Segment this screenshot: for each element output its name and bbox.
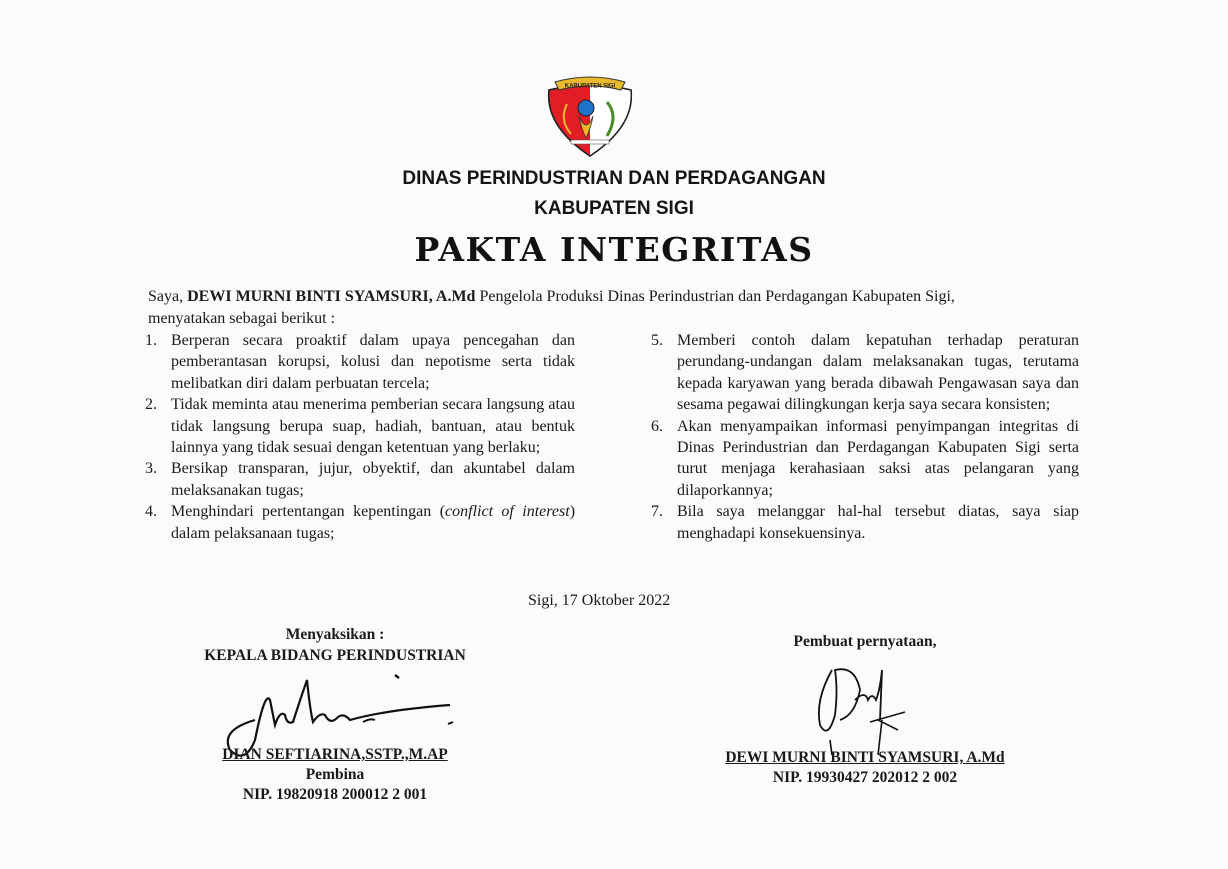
- document-title: PAKTA INTEGRITAS: [414, 230, 814, 269]
- item-number: 7.: [651, 503, 663, 521]
- statement-item: [145, 394, 575, 458]
- witness-rank: Pembina: [305, 766, 365, 783]
- item-number: 5.: [651, 332, 663, 349]
- item-text: Bersikap transparan, jujur, obyektif, dan akuntabel dalam melaksanakan tugas;: [171, 460, 575, 499]
- intro-paragraph: [148, 286, 1108, 330]
- item-number: 4.: [145, 503, 157, 521]
- item-number: 2.: [145, 396, 157, 414]
- statement-list-left: [145, 330, 575, 544]
- statement-list-right: [651, 330, 1079, 544]
- item-text-b: ) dalam pelaksanaan tugas;: [171, 503, 576, 542]
- item-text-a: Menghindari pertentangan kepentingan (: [171, 503, 446, 521]
- regency-name: KABUPATEN SIGI: [534, 198, 694, 219]
- statement-item: [145, 330, 575, 394]
- intro-line2: menyatakan sebagai berikut :: [148, 310, 336, 327]
- statement-item: [145, 501, 575, 544]
- declarant-nip: NIP. 19930427 202012 2 002: [772, 769, 958, 786]
- kabupaten-sigi-emblem-logo: [541, 76, 639, 158]
- statement-item: [145, 458, 575, 501]
- witness-label: Menyaksikan :: [285, 626, 385, 643]
- intro-suffix: Pengelola Produksi Dinas Perindustrian dan Perdagangan Kabupaten Sigi,: [475, 288, 955, 305]
- item-text-italic: conflict of interest: [445, 503, 570, 521]
- item-text: Tidak meminta atau menerima pemberian secara langsung atau tidak langsung berupa suap, hadiah, bantuan, atau bentuk lainnya yang tidak sesuai dengan ketentuan yang berlaku;: [171, 396, 575, 457]
- item-text: Memberi contoh dalam kepatuhan terhadap peraturan perundang-undangan dalam melaksanakan tugas, terutama kepada karyawan yang berada dibawah Pengawasan saya dan sesama pegawai dilingkungan kerja saya secara konsisten;: [677, 332, 1079, 414]
- item-text: [171, 501, 575, 544]
- declarant-signature: [810, 660, 920, 755]
- declarant-label: Pembuat pernyataan,: [793, 633, 937, 650]
- witness-name: DIAN SEFTIARINA,SSTP.,M.AP: [222, 746, 448, 763]
- place-date: Sigi, 17 Oktober 2022: [528, 592, 671, 609]
- item-text: Akan menyampaikan informasi penyimpangan integritas di Dinas Perindustrian dan Perdagangan Kabupaten Sigi serta turut menjaga kerahasiaan saksi atas pelangaran yang dilaporkannya;: [677, 417, 1079, 499]
- witness-position: KEPALA BIDANG PERINDUSTRIAN: [204, 647, 466, 664]
- statement-item: [651, 330, 1079, 416]
- item-text: Berperan secara proaktif dalam upaya pencegahan dan pemberantasan korupsi, kolusi dan nepotisme serta tidak melibatkan diri dalam perbuatan tercela;: [171, 332, 575, 392]
- item-number: 3.: [145, 460, 157, 478]
- logo-banner-text: KABUPATEN SIGI: [564, 83, 616, 90]
- agency-name: DINAS PERINDUSTRIAN DAN PERDAGANGAN: [402, 168, 826, 189]
- declarant-name-intro: DEWI MURNI BINTI SYAMSURI, A.Md: [187, 288, 476, 305]
- item-number: 6.: [651, 417, 663, 435]
- item-number: 1.: [145, 332, 157, 349]
- statement-item: [651, 416, 1079, 502]
- witness-nip: NIP. 19820918 200012 2 001: [242, 786, 428, 803]
- intro-prefix: Saya,: [148, 288, 188, 305]
- item-text: Bila saya melanggar hal-hal tersebut diatas, saya siap menghadapi konsekuensinya.: [677, 503, 1079, 542]
- declarant-name: DEWI MURNI BINTI SYAMSURI, A.Md: [725, 749, 1005, 766]
- statement-item: [651, 501, 1079, 544]
